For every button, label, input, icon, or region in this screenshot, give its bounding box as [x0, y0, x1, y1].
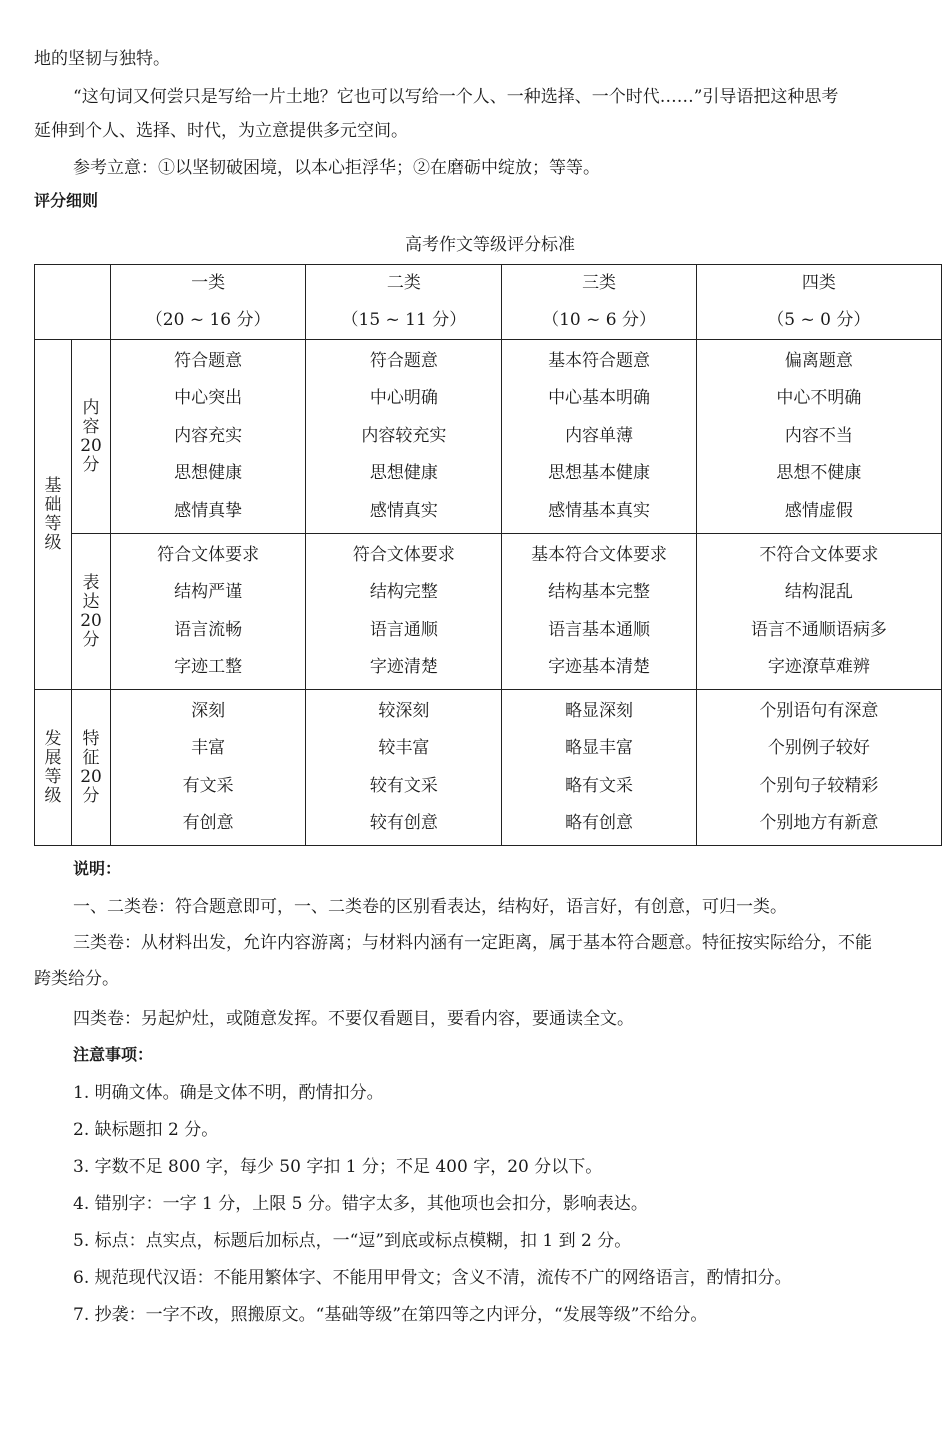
note-line-2-cont: 跨类给分。 [34, 969, 119, 989]
criterion: 不符合文体要求 [759, 544, 879, 565]
criterion: 偏离题意 [784, 350, 853, 371]
table-cell [502, 534, 696, 690]
table-cell [306, 340, 502, 534]
grading-table [34, 264, 942, 846]
intro-line-4: 参考立意：①以坚韧破困境，以本心拒浮华；②在磨砺中绽放；等等。 [73, 158, 600, 178]
group-char: 等 [44, 766, 62, 787]
criterion: 个别句子较精彩 [759, 775, 879, 796]
table-cell [111, 690, 306, 846]
attention-item: 6. 规范现代汉语：不能用繁体字、不能用甲骨文；含义不清，流传不广的网络语言，酌情扣分。 [73, 1268, 792, 1288]
criterion: 较丰富 [378, 738, 430, 758]
criterion: 字迹基本清楚 [548, 657, 651, 677]
criterion: 感情虚假 [784, 500, 853, 521]
criterion: 较有文采 [369, 775, 438, 796]
table-title: 高考作文等级评分标准 [405, 235, 575, 255]
intro-line-2: “这句词又何尝只是写给一片土地？它也可以写给一个人、一种选择、一个时代……”引导语把这种思考 [73, 87, 839, 107]
label-char: 表 [82, 572, 100, 593]
group-char: 发 [44, 728, 62, 749]
group-char: 基 [44, 475, 62, 496]
notes-title: 说明： [73, 859, 122, 878]
row-label-content [72, 340, 111, 534]
criterion: 深刻 [191, 700, 226, 721]
criterion: 符合文体要求 [352, 544, 455, 565]
label-char: 达 [82, 591, 100, 612]
criterion: 语言通顺 [369, 619, 438, 640]
attention-item: 1. 明确文体。确是文体不明，酌情扣分。 [73, 1083, 384, 1103]
table-cell [696, 690, 941, 846]
criterion: 有创意 [182, 813, 234, 833]
criterion: 内容不当 [784, 425, 853, 446]
column-name: 二类 [386, 273, 421, 293]
criterion: 内容单薄 [565, 425, 634, 446]
group-char: 级 [44, 785, 62, 806]
table-row-feature [35, 690, 942, 846]
attention-item: 2. 缺标题扣 2 分。 [73, 1120, 219, 1140]
criterion: 个别地方有新意 [759, 813, 879, 833]
column-range: （20 ~ 16 分） [145, 310, 271, 330]
criterion: 语言基本通顺 [548, 619, 651, 640]
criterion: 字迹清楚 [369, 657, 438, 677]
criterion: 思想基本健康 [548, 463, 651, 484]
criterion: 丰富 [191, 738, 226, 758]
table-row-expression [35, 534, 942, 690]
table-cell [502, 690, 696, 846]
note-line-3: 四类卷：另起炉灶，或随意发挥。不要仅看题目，要看内容，要通读全文。 [73, 1009, 634, 1029]
label-char: 20 [80, 610, 102, 631]
criterion: 结构严谨 [174, 582, 243, 602]
column-header-2 [306, 265, 502, 340]
label-char: 20 [80, 435, 102, 456]
label-char: 容 [82, 416, 100, 437]
criterion: 基本符合题意 [548, 350, 651, 371]
row-label-expression [72, 534, 111, 690]
column-range: （10 ~ 6 分） [542, 310, 657, 330]
intro-line-1: 地的坚韧与独特。 [34, 49, 170, 69]
table-row-content [35, 340, 942, 534]
attention-item: 5. 标点：点实点，标题后加标点，一“逗”到底或标点模糊，扣 1 到 2 分。 [73, 1231, 632, 1251]
label-char: 征 [82, 747, 100, 768]
criterion: 个别例子较好 [767, 738, 870, 758]
criterion: 中心突出 [174, 388, 243, 409]
criterion: 感情真挚 [174, 500, 243, 521]
label-char: 分 [82, 785, 100, 806]
intro-line-3: 延伸到个人、选择、时代，为立意提供多元空间。 [34, 121, 408, 141]
header-row [35, 265, 942, 340]
table-cell [111, 340, 306, 534]
note-line-2: 三类卷：从材料出发，允许内容游离；与材料内涵有一定距离，属于基本符合题意。特征按实际给分，不能 [73, 933, 872, 953]
table-cell [696, 340, 941, 534]
group-char: 级 [44, 532, 62, 553]
label-char: 20 [80, 766, 102, 787]
criterion: 结构混乱 [784, 582, 853, 602]
table-cell [696, 534, 941, 690]
label-char: 分 [82, 629, 100, 650]
criterion: 基本符合文体要求 [531, 544, 668, 565]
attention-item: 7. 抄袭：一字不改，照搬原文。“基础等级”在第四等之内评分，“发展等级”不给分。 [73, 1305, 708, 1325]
criterion: 个别语句有深意 [759, 700, 879, 721]
label-char: 内 [82, 397, 100, 418]
column-header-3 [502, 265, 696, 340]
criterion: 结构完整 [369, 582, 438, 602]
criterion: 有文采 [182, 775, 234, 796]
criterion: 思想不健康 [776, 463, 862, 484]
criterion: 语言流畅 [174, 619, 243, 640]
group-char: 等 [44, 513, 62, 534]
column-name: 四类 [801, 273, 836, 293]
attention-item: 3. 字数不足 800 字，每少 50 字扣 1 分；不足 400 字，20 分以下。 [73, 1157, 603, 1177]
group-label-develop [35, 690, 72, 846]
criterion: 中心明确 [369, 388, 438, 409]
criterion: 思想健康 [174, 463, 243, 484]
criterion: 内容较充实 [361, 425, 447, 446]
criterion: 感情真实 [369, 500, 438, 521]
column-range: （15 ~ 11 分） [341, 310, 467, 330]
note-line-1: 一、二类卷：符合题意即可，一、二类卷的区别看表达，结构好，语言好，有创意，可归一类。 [73, 897, 787, 917]
criterion: 略显丰富 [565, 738, 634, 758]
criterion: 字迹工整 [174, 657, 243, 677]
group-label-basic [35, 340, 72, 690]
table-cell [502, 340, 696, 534]
criterion: 略有创意 [565, 813, 634, 833]
criterion: 中心不明确 [776, 388, 862, 409]
label-char: 分 [82, 454, 100, 475]
section-title: 评分细则 [34, 191, 99, 210]
criterion: 感情基本真实 [548, 500, 651, 521]
attention-title: 注意事项： [73, 1045, 154, 1064]
criterion: 略显深刻 [565, 700, 634, 721]
criterion: 结构基本完整 [548, 582, 651, 602]
group-char: 础 [44, 494, 62, 515]
row-label-feature [72, 690, 111, 846]
criterion: 较有创意 [369, 813, 438, 833]
column-name: 三类 [582, 273, 617, 293]
criterion: 语言不通顺语病多 [750, 619, 887, 640]
attention-item: 4. 错别字：一字 1 分，上限 5 分。错字太多，其他项也会扣分，影响表达。 [73, 1194, 648, 1214]
table-cell [306, 534, 502, 690]
criterion: 内容充实 [174, 425, 243, 446]
label-char: 特 [82, 728, 100, 749]
column-header-1 [111, 265, 306, 340]
column-name: 一类 [191, 273, 226, 293]
corner-cell [35, 265, 111, 340]
column-range: （5 ~ 0 分） [767, 310, 871, 330]
criterion: 思想健康 [369, 463, 438, 484]
criterion: 符合题意 [174, 350, 243, 371]
group-char: 展 [44, 747, 62, 768]
criterion: 中心基本明确 [548, 388, 651, 409]
table-cell [111, 534, 306, 690]
criterion: 字迹潦草难辨 [767, 657, 870, 677]
criterion: 较深刻 [378, 700, 430, 721]
criterion: 符合文体要求 [157, 544, 260, 565]
column-header-4 [696, 265, 941, 340]
criterion: 略有文采 [565, 775, 634, 796]
criterion: 符合题意 [369, 350, 438, 371]
table-cell [306, 690, 502, 846]
